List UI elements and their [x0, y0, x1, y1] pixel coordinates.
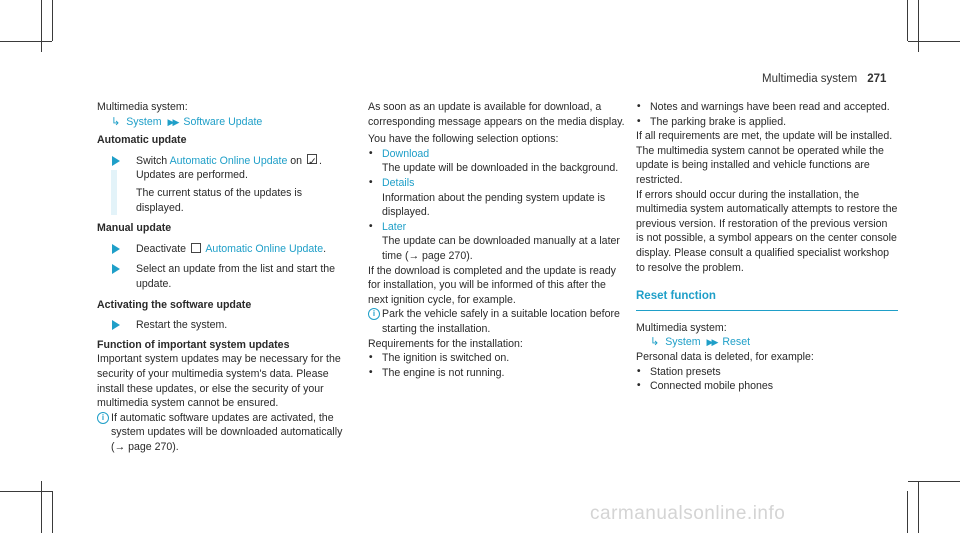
list-item: [368, 220, 626, 264]
option-desc: The update can be downloaded manually at a later time (→ page 270).: [382, 235, 620, 262]
list-item: [636, 100, 898, 115]
deleted-text: Personal data is deleted, for example:: [636, 350, 814, 363]
crop-mark: [908, 41, 960, 42]
intro-text: As soon as an update is available for download, a corresponding message appears on the media display.: [368, 101, 625, 128]
note-text: Park the vehicle safely in a suitable location before starting the installation.: [382, 308, 620, 335]
option-label: Later: [382, 220, 407, 233]
step-bar: [111, 170, 117, 215]
option-label: Details: [382, 176, 415, 189]
crop-mark: [907, 491, 908, 533]
heading-activating: Activating the software update: [97, 298, 252, 311]
bullet-icon: •: [369, 220, 373, 232]
bullet-icon: •: [369, 352, 373, 364]
heading-automatic-update: Automatic update: [97, 134, 187, 147]
crop-mark: [41, 481, 42, 533]
path-item: System: [126, 115, 162, 128]
step-arrow-icon: [112, 320, 120, 330]
step-arrow-icon: [112, 264, 120, 274]
column-right: [636, 100, 898, 394]
step-text: Deactivate Automatic Online Update.: [136, 242, 327, 255]
note-text: If automatic software updates are activated, the system updates will be downloaded automatically (→ page 270).: [111, 411, 343, 453]
step: [97, 262, 352, 291]
heading-manual-update: Manual update: [97, 222, 172, 235]
list-item: [368, 176, 626, 220]
intro-text: Multimedia system:: [636, 321, 727, 334]
requirement-text: The parking brake is applied.: [650, 115, 787, 128]
crop-mark: [41, 0, 42, 52]
requirement-text: The ignition is switched on.: [382, 352, 510, 365]
list-item: [636, 379, 898, 394]
column-left: [97, 100, 352, 454]
step-arrow-icon: [112, 156, 120, 166]
watermark: carmanualsonline.info: [590, 503, 786, 524]
requirement-text: Notes and warnings have been read and accepted.: [650, 101, 890, 113]
note: [368, 307, 626, 336]
heading-reset-function: Reset function: [636, 289, 898, 311]
option-desc: The update will be downloaded in the background.: [382, 162, 619, 175]
function-text: Important system updates may be necessary for the security of your multimedia system's data. Please install these updates, or else the security of your multimedia system cannot be ensured.: [97, 353, 341, 410]
complete-text: If the download is completed and the update is ready for installation, you will be informed of this after the next ignition cycle, for example.: [368, 264, 616, 306]
requirements-intro: Requirements for the installation:: [368, 337, 523, 350]
intro-text: Multimedia system:: [97, 101, 188, 113]
bullet-icon: •: [369, 147, 373, 159]
checkbox-empty-icon: [191, 243, 201, 253]
menu-path: [636, 335, 898, 350]
path-arrow-icon: ↳: [111, 115, 121, 128]
crop-mark: [908, 481, 960, 482]
step-arrow-icon: [112, 244, 120, 254]
heading-function: Function of important system updates: [97, 338, 290, 351]
page-number: 271: [867, 73, 887, 85]
bullet-icon: •: [637, 365, 641, 377]
step-text: Select an update from the list and start the update.: [136, 263, 336, 290]
bullet-icon: •: [369, 176, 373, 188]
list-item: [368, 147, 626, 176]
path-arrow-icon: ↳: [650, 336, 660, 349]
paragraph: If all requirements are met, the update will be installed. The multimedia system cannot be operated while the update is being installed and vehicle functions are restricted.: [636, 130, 893, 186]
info-icon: i: [97, 412, 109, 424]
step-text: Restart the system.: [136, 319, 228, 332]
step-text: Updates are performed.: [136, 169, 248, 182]
bullet-icon: •: [637, 380, 641, 392]
step: [97, 242, 352, 257]
paragraph: If errors should occur during the installation, the multimedia system automatically attempts to restore the previous version. If restoration of the previous version is not possible, a symbol appears on the center console display. Please consult a qualified specialist workshop to resolve the problem.: [636, 188, 898, 274]
options-intro: You have the following selection options:: [368, 133, 559, 146]
crop-mark: [918, 481, 919, 533]
list-item: [368, 351, 626, 366]
reset-item: Connected mobile phones: [650, 380, 774, 393]
crop-mark: [52, 0, 53, 41]
page-header: [762, 73, 886, 85]
path-item: System: [665, 336, 701, 349]
header-title: Multimedia system: [762, 73, 858, 85]
crop-mark: [918, 0, 919, 52]
step: [97, 154, 352, 215]
column-middle: [368, 100, 626, 380]
path-item: Reset: [722, 336, 751, 349]
bullet-icon: •: [637, 101, 641, 112]
option-desc: Information about the pending system update is displayed.: [382, 191, 606, 219]
path-item: Software Update: [183, 115, 263, 128]
checkbox-checked-icon: ✓: [308, 155, 317, 168]
option-label: Download: [382, 147, 430, 160]
reset-item: Station presets: [650, 365, 721, 378]
requirement-text: The engine is not running.: [382, 366, 505, 379]
note: [97, 411, 352, 455]
list-item: [636, 115, 898, 130]
list-item: [636, 365, 898, 380]
double-chevron-icon: ▶▶: [706, 337, 717, 348]
bullet-icon: •: [637, 115, 641, 127]
double-chevron-icon: ▶▶: [167, 116, 178, 127]
bullet-icon: •: [369, 366, 373, 378]
list-item: [368, 366, 626, 381]
crop-mark: [52, 491, 53, 533]
step: [97, 318, 352, 333]
step-text: Switch Automatic Online Update on ✓ .: [136, 154, 322, 168]
info-icon: i: [368, 308, 380, 320]
step-text: The current status of the updates is displayed.: [136, 186, 303, 214]
crop-mark: [0, 491, 52, 492]
menu-path: [97, 115, 352, 130]
crop-mark: [907, 0, 908, 41]
crop-mark: [0, 41, 52, 42]
